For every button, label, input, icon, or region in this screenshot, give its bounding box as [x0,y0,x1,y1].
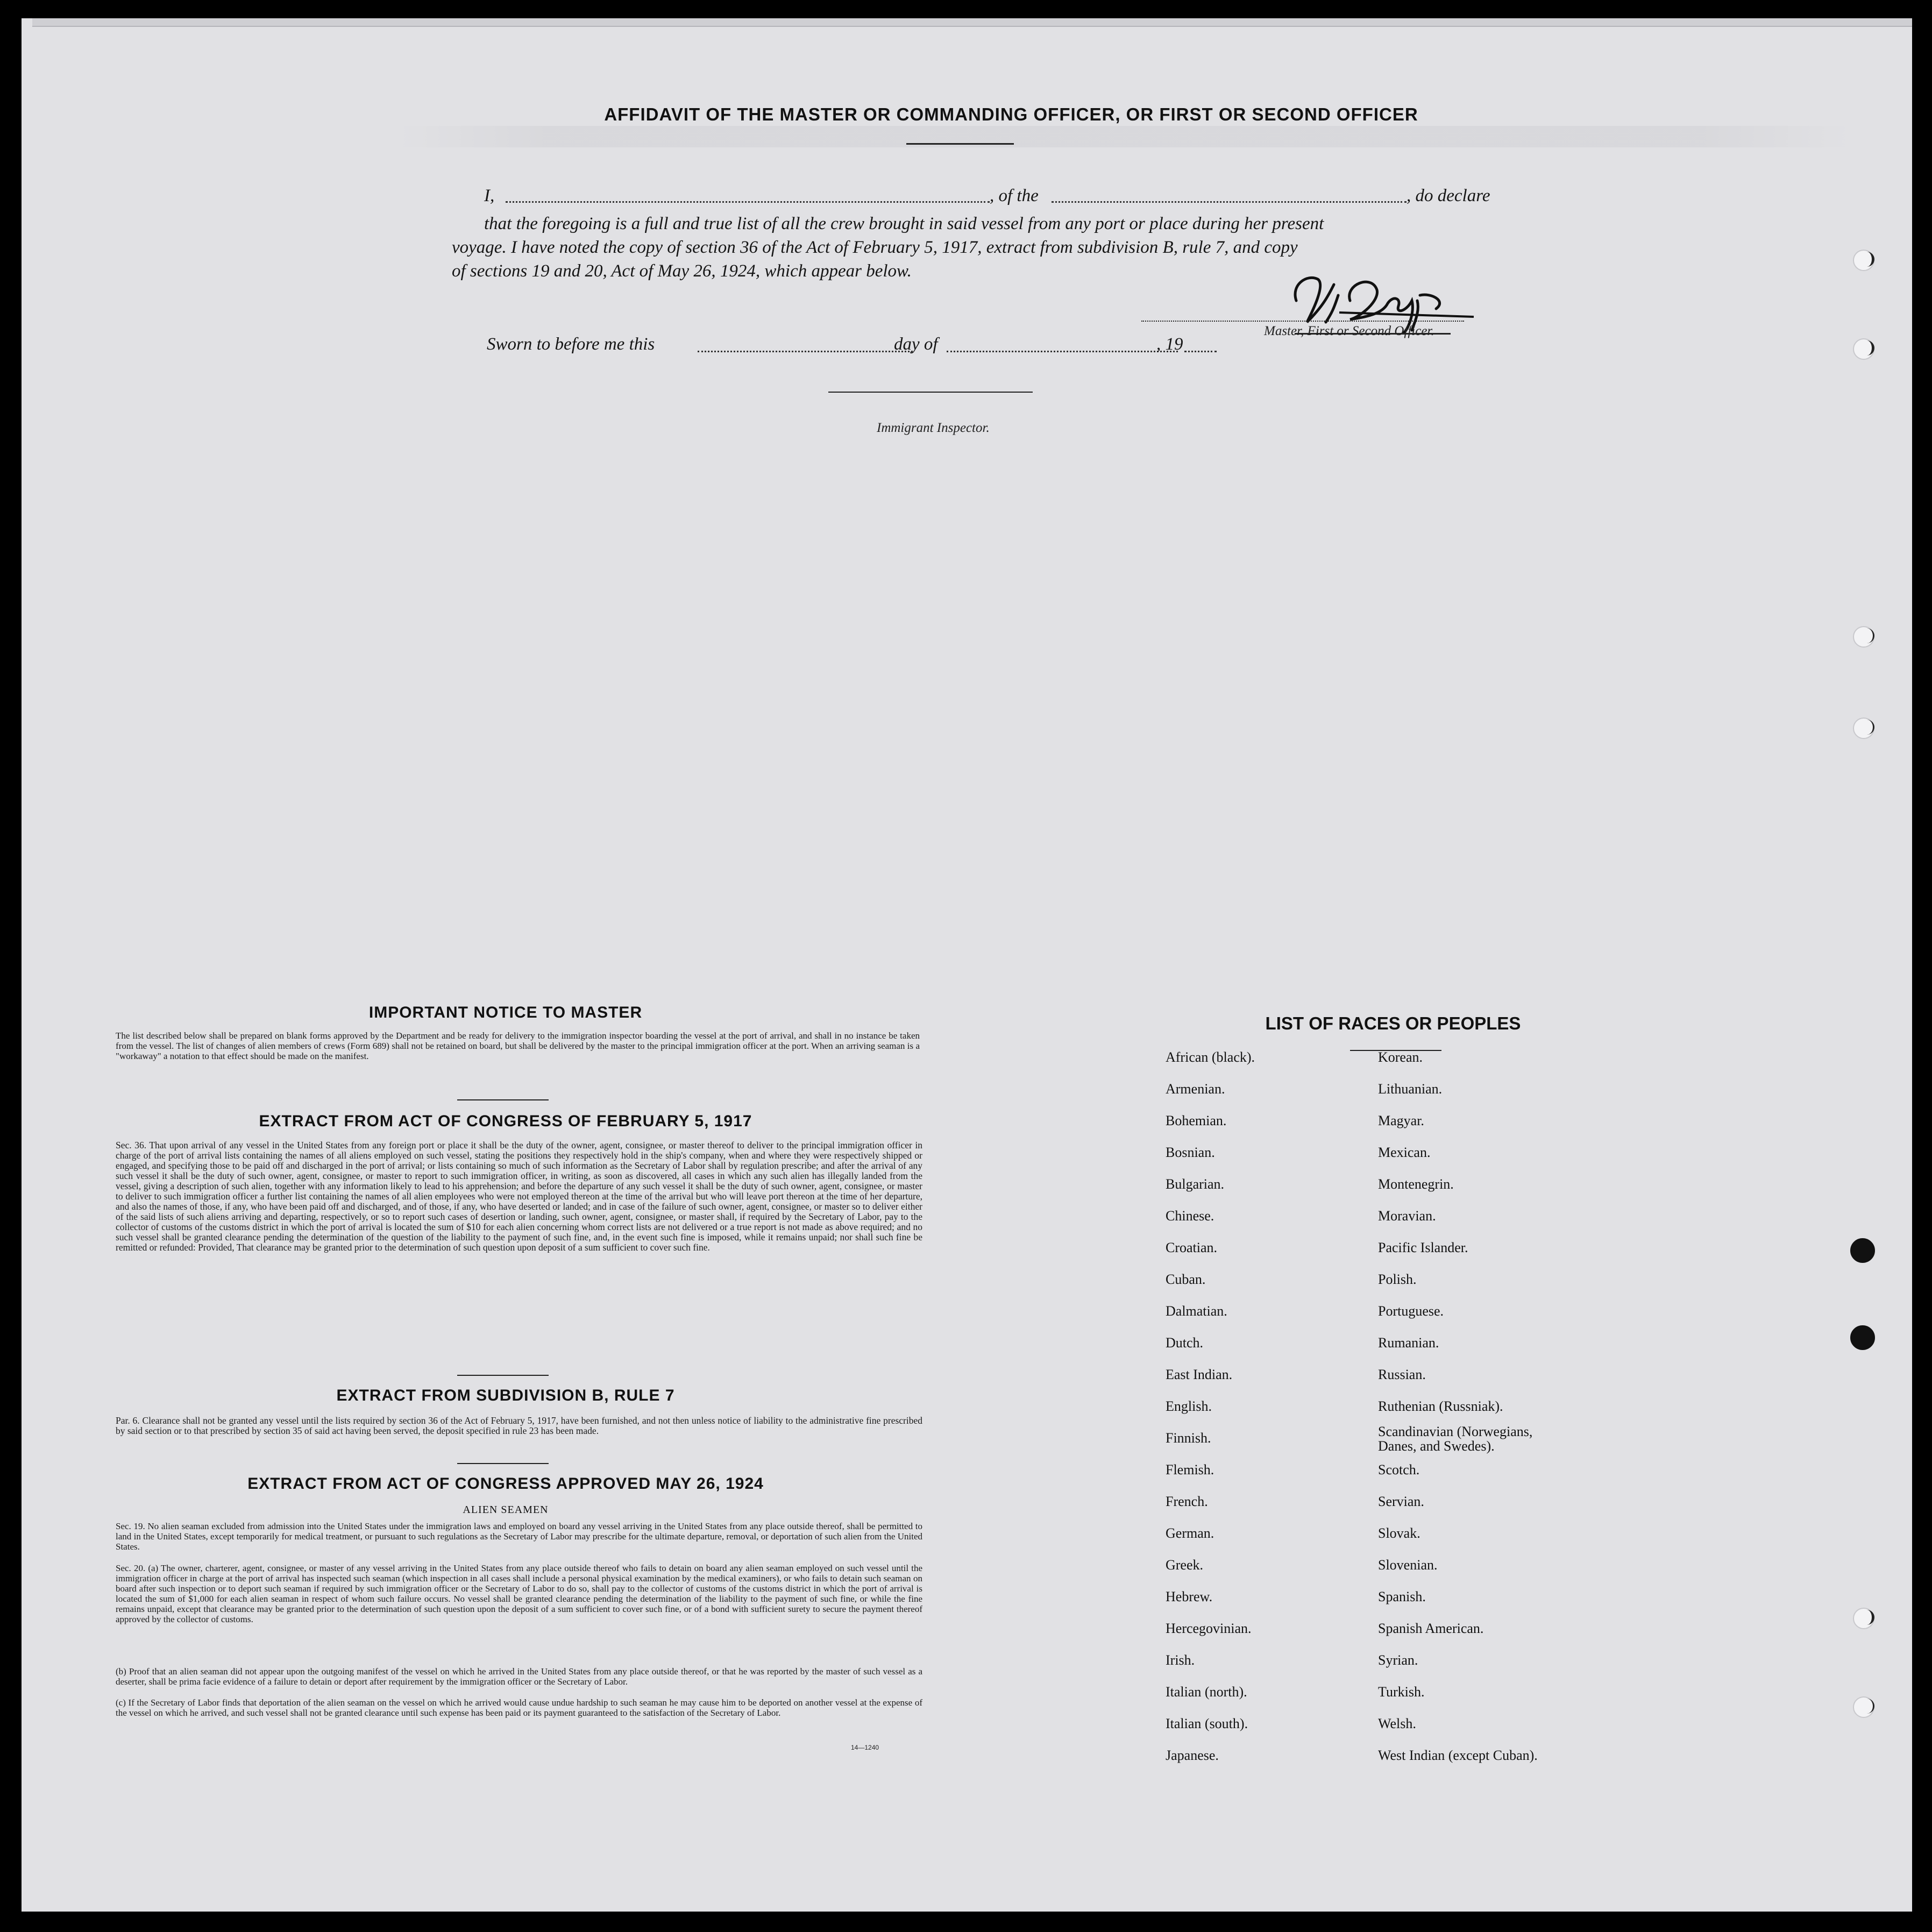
race-item: Slovenian. [1378,1557,1438,1573]
sworn-year: , 19 [1156,335,1183,354]
race-item: Hercegovinian. [1166,1621,1252,1636]
strikethrough [1295,333,1451,335]
extract-1924-title: EXTRACT FROM ACT OF CONGRESS APPROVED MAY 26, 1924 [247,1475,764,1493]
race-item: Irish. [1166,1652,1195,1668]
race-item: Welsh. [1378,1716,1416,1731]
extract-rule7-title: EXTRACT FROM SUBDIVISION B, RULE 7 [336,1387,675,1404]
race-item: Chinese. [1166,1208,1214,1224]
extract-1924-sec20b: (b) Proof that an alien seaman did not appear upon the outgoing manifest of the vessel on which he arrived in the United States from any place outside thereof, or that he was reported by the master of such vessel as a deserter, shall be prima facie evidence of a failure to detain or deport after requirement by the immigration officer or the Secretary of Labor. [116,1666,922,1687]
notice-text: The list described below shall be prepared on blank forms approved by the Department and be ready for delivery to the immigration inspector boarding the vessel at the port of arrival, and shall in no instance be taken from the vessel. The list of changes of alien members of crews (Form 689) shall not be retained on board, but shall be delivered by the master to the principal immigration officer at the port. When an arriving seaman is a "workaway" a notation to that effect should be made on the manifest. [116,1031,920,1061]
race-item: Bosnian. [1166,1145,1215,1160]
race-item: Finnish. [1166,1430,1211,1446]
binder-hole-dark [1850,1325,1875,1350]
race-item: Portuguese. [1378,1303,1444,1319]
inspector-caption: Immigrant Inspector. [877,421,990,435]
document-page [22,18,1912,1912]
extract-1924-sec20c: (c) If the Secretary of Labor finds that deportation of the alien seaman on the vessel on which he arrived would cause undue hardship to such seaman he may cause him to be deported on another vessel at the expense of the vessel on which he arrived, and such vessel shall not be granted clearance until such expense has been paid or its payment guaranteed to the satisfaction of the Secretary of Labor. [116,1697,922,1718]
binder-hole [1853,1696,1874,1718]
race-item: French. [1166,1494,1208,1509]
binder-hole [1853,250,1874,271]
race-item: Scandinavian (Norwegians, Danes, and Swedes). [1378,1424,1533,1454]
race-item: Mexican. [1378,1145,1431,1160]
race-item: Spanish American. [1378,1621,1484,1636]
section-rule [457,1375,549,1376]
race-item: Moravian. [1378,1208,1436,1224]
binder-hole [1853,718,1874,739]
race-item: Dalmatian. [1166,1303,1227,1319]
bleed-through-shadow [398,126,1850,147]
sworn-year-blank[interactable] [1184,351,1217,352]
name-blank-line[interactable] [506,201,990,203]
race-item: Polish. [1378,1272,1417,1287]
race-item: Scotch. [1378,1462,1420,1478]
race-item: Dutch. [1166,1335,1204,1351]
race-item: Greek. [1166,1557,1204,1573]
vessel-blank-line[interactable] [1052,201,1407,203]
extract-1924-sec19: Sec. 19. No alien seaman excluded from admission into the United States under the immigration laws and employed on board any vessel arriving in the United States from any place outside thereof, shall be permitted to land in the United States, except temporarily for medical treatment, or pursuant to such regulations as the Secretary of Labor may prescribe for the ultimate departure, removal, or deportation of such alien from the United States. [116,1521,922,1552]
section-rule [457,1099,549,1100]
race-item: Bulgarian. [1166,1176,1225,1192]
races-title: LIST OF RACES OR PEOPLES [1265,1013,1521,1033]
race-item: Ruthenian (Russniak). [1378,1398,1503,1414]
race-item: Cuban. [1166,1272,1206,1287]
race-item: Italian (south). [1166,1716,1248,1731]
binder-hole [1853,626,1874,648]
affidavit-of-the: , of the [990,186,1039,205]
extract-1924-sec20a: Sec. 20. (a) The owner, charterer, agent, consignee, or master of any vessel arriving in the United States from any place outside thereof who fails to detain on board any alien seaman employed on such vessel until the immigration officer in charge at the port of arrival has inspected such seaman (which inspection in all cases shall include a personal physical examination by the medical examiners), or who fails to detain such seaman on board after such inspection or to deport such seaman if required by such immigration officer or the Secretary of Labor to do so, shall pay to the collector of customs of the customs district in which the port of arrival is located the sum of $1,000 for each alien seaman in respect of whom such failure occurs. No vessel shall be granted clearance pending the determination of the liability to the payment of such fine, or while the fine remains unpaid, except that clearance may be granted prior to the determination of such question upon the deposit of a sum sufficient to cover such fine, or of a bond with sufficient surety to secure the payment thereof approved by the collector of customs. [116,1563,922,1624]
race-item: Rumanian. [1378,1335,1439,1351]
race-item: Russian. [1378,1367,1426,1382]
race-item: Lithuanian. [1378,1081,1443,1097]
race-item: German. [1166,1525,1214,1541]
race-item: Servian. [1378,1494,1424,1509]
race-item: Spanish. [1378,1589,1426,1604]
race-item: East Indian. [1166,1367,1233,1382]
binder-hole [1853,338,1874,360]
sworn-day-blank[interactable] [698,351,913,352]
affidavit-i: I, [484,186,495,205]
race-item: Flemish. [1166,1462,1214,1478]
race-item: Italian (north). [1166,1684,1247,1700]
page-edge [32,18,1912,27]
affidavit-do-declare: , do declare [1407,186,1490,205]
signature-caption: Master, First or Second Officer. [1264,324,1434,338]
binder-hole [1853,1608,1874,1629]
race-item: African (black). [1166,1049,1255,1065]
race-item: Pacific Islander. [1378,1240,1468,1255]
race-item: Japanese. [1166,1748,1219,1763]
race-item: Montenegrin. [1378,1176,1454,1192]
race-item: Magyar. [1378,1113,1424,1128]
form-number: 14—1240 [851,1744,879,1751]
sworn-prefix: Sworn to before me this [487,335,655,354]
inspector-signature-line [828,392,1033,393]
race-item: Slovak. [1378,1525,1420,1541]
section-rule [457,1463,549,1464]
affidavit-title: AFFIDAVIT OF THE MASTER OR COMMANDING OFFICER, OR FIRST OR SECOND OFFICER [604,104,1418,124]
extract-1917-title: EXTRACT FROM ACT OF CONGRESS OF FEBRUARY 5, 1917 [259,1112,752,1130]
sworn-month-blank[interactable] [947,351,1178,352]
race-item: Bohemian. [1166,1113,1227,1128]
affidavit-line-4: of sections 19 and 20, Act of May 26, 1924, which appear below. [452,261,912,281]
signature-line [1141,321,1464,322]
notice-title: IMPORTANT NOTICE TO MASTER [368,1004,643,1021]
race-item: Croatian. [1166,1240,1218,1255]
race-item: Hebrew. [1166,1589,1213,1604]
race-item: Turkish. [1378,1684,1425,1700]
sworn-day-of: day of [894,335,938,354]
affidavit-line-3: voyage. I have noted the copy of section 36 of the Act of February 5, 1917, extract from subdivision B, rule 7, and copy [452,238,1298,257]
race-item: Syrian. [1378,1652,1418,1668]
affidavit-line-2: that the foregoing is a full and true list of all the crew brought in said vessel from any port or place during her present [484,214,1324,233]
race-item: English. [1166,1398,1212,1414]
extract-rule7-text: Par. 6. Clearance shall not be granted any vessel until the lists required by section 36 of the Act of February 5, 1917, have been furnished, and not then unless notice of liability to the administrative fine prescribed by said section or to that prescribed by section 35 of said act having been served, the deposit specified in rule 23 has been made. [116,1415,922,1436]
extract-1924-subtitle: ALIEN SEAMEN [463,1504,549,1516]
title-rule [906,143,1014,145]
race-item: Armenian. [1166,1081,1225,1097]
race-item: West Indian (except Cuban). [1378,1748,1538,1763]
binder-hole-dark [1850,1238,1875,1263]
race-item: Korean. [1378,1049,1423,1065]
extract-1917-text: Sec. 36. That upon arrival of any vessel in the United States from any foreign port or place it shall be the duty of the owner, agent, consignee, or master thereof to deliver to the principal immigration officer in charge of the port of arrival lists containing the names of all aliens employed on such vessel, stating the positions they respectively hold in the ship's company, when and where they were respectively shipped or engaged, and specifying those to be paid off and discharged in the port of arrival; or lists containing so much of such information as the Secretary of Labor shall by regulation prescribe; and after the arrival of any such vessel it shall be the duty of such owner, agent, consignee, or master to report to such immigration officer, in writing, as soon as discovered, all cases in which any such alien has illegally landed from the vessel, giving a description of such alien, together with any information likely to lead to his apprehension; and before the departure of any such vessel it shall be the duty of such owner, agent, consignee, or master to deliver to such immigration officer a further list containing the names of all alien employees who were not employed thereon at the time of the arrival but who will leave port thereon at the time of her departure, and also the names of those, if any, who have been paid off and discharged, and of those, if any, who have deserted or landed; and in case of the failure of such owner, agent, consignee, or master so to deliver either of the said lists of such aliens arriving and departing, respectively, or so to report such cases of desertion or landing, such owner, agent, consignee, or master shall, if required by the Secretary of Labor, pay to the collector of customs of the customs district in which the port of arrival is located the sum of $10 for each alien concerning whom correct lists are not delivered or a true report is not made as above required; and no such vessel shall be granted clearance pending the determination of the question of the liability to the payment of such fine, and, in the event such fine is imposed, while it remains unpaid; nor shall such fine be remitted or refunded: Provided, That clearance may be granted prior to the determination of such question upon deposit of a sum sufficient to cover such fine. [116,1140,922,1253]
